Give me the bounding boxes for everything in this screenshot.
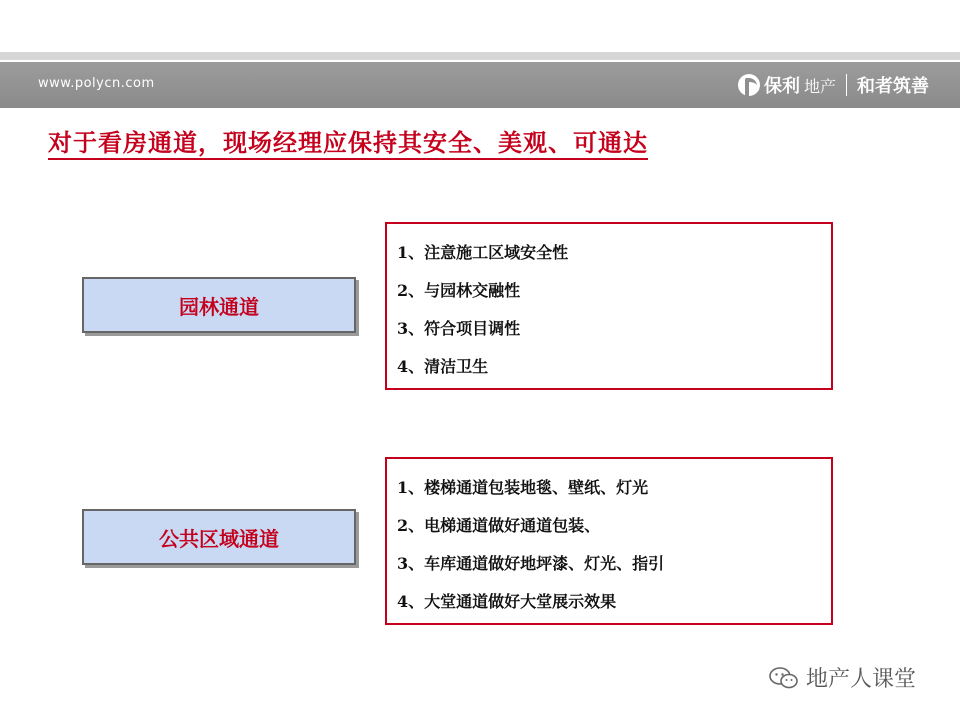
- brand-name: 保利: [764, 76, 800, 97]
- watermark: [768, 662, 916, 693]
- watermark-text: 地产人课堂: [806, 667, 917, 692]
- list-item: 2、电梯通道做好通道包装、: [397, 516, 601, 535]
- section-label-public: 公共区域通道: [82, 509, 356, 565]
- wechat-icon: [768, 666, 800, 690]
- list-item: 4、大堂通道做好大堂展示效果: [397, 592, 617, 611]
- header-bar: [0, 62, 960, 108]
- list-item: 4、清洁卫生: [397, 357, 489, 376]
- section-list-public: [385, 457, 833, 625]
- header-top-band: [0, 52, 960, 60]
- brand-slogan: 和者筑善: [857, 76, 930, 97]
- brand-logo: [738, 70, 929, 100]
- section-label-garden: 园林通道: [82, 277, 356, 333]
- list-item: 2、与园林交融性: [397, 281, 521, 300]
- list-item: 1、注意施工区域安全性: [397, 243, 569, 262]
- list-item: 1、楼梯通道包装地毯、壁纸、灯光: [397, 478, 649, 497]
- page-title: 对于看房通道，现场经理应保持其安全、美观、可通达: [48, 128, 648, 160]
- poly-logo-icon: [738, 74, 760, 96]
- brand-sub: 地产: [804, 76, 837, 96]
- logo-divider: [846, 74, 847, 96]
- section-list-garden: [385, 222, 833, 390]
- list-item: 3、车库通道做好地坪漆、灯光、指引: [397, 554, 665, 573]
- list-item: 3、符合项目调性: [397, 319, 521, 338]
- website-url: www.polycn.com: [38, 76, 155, 91]
